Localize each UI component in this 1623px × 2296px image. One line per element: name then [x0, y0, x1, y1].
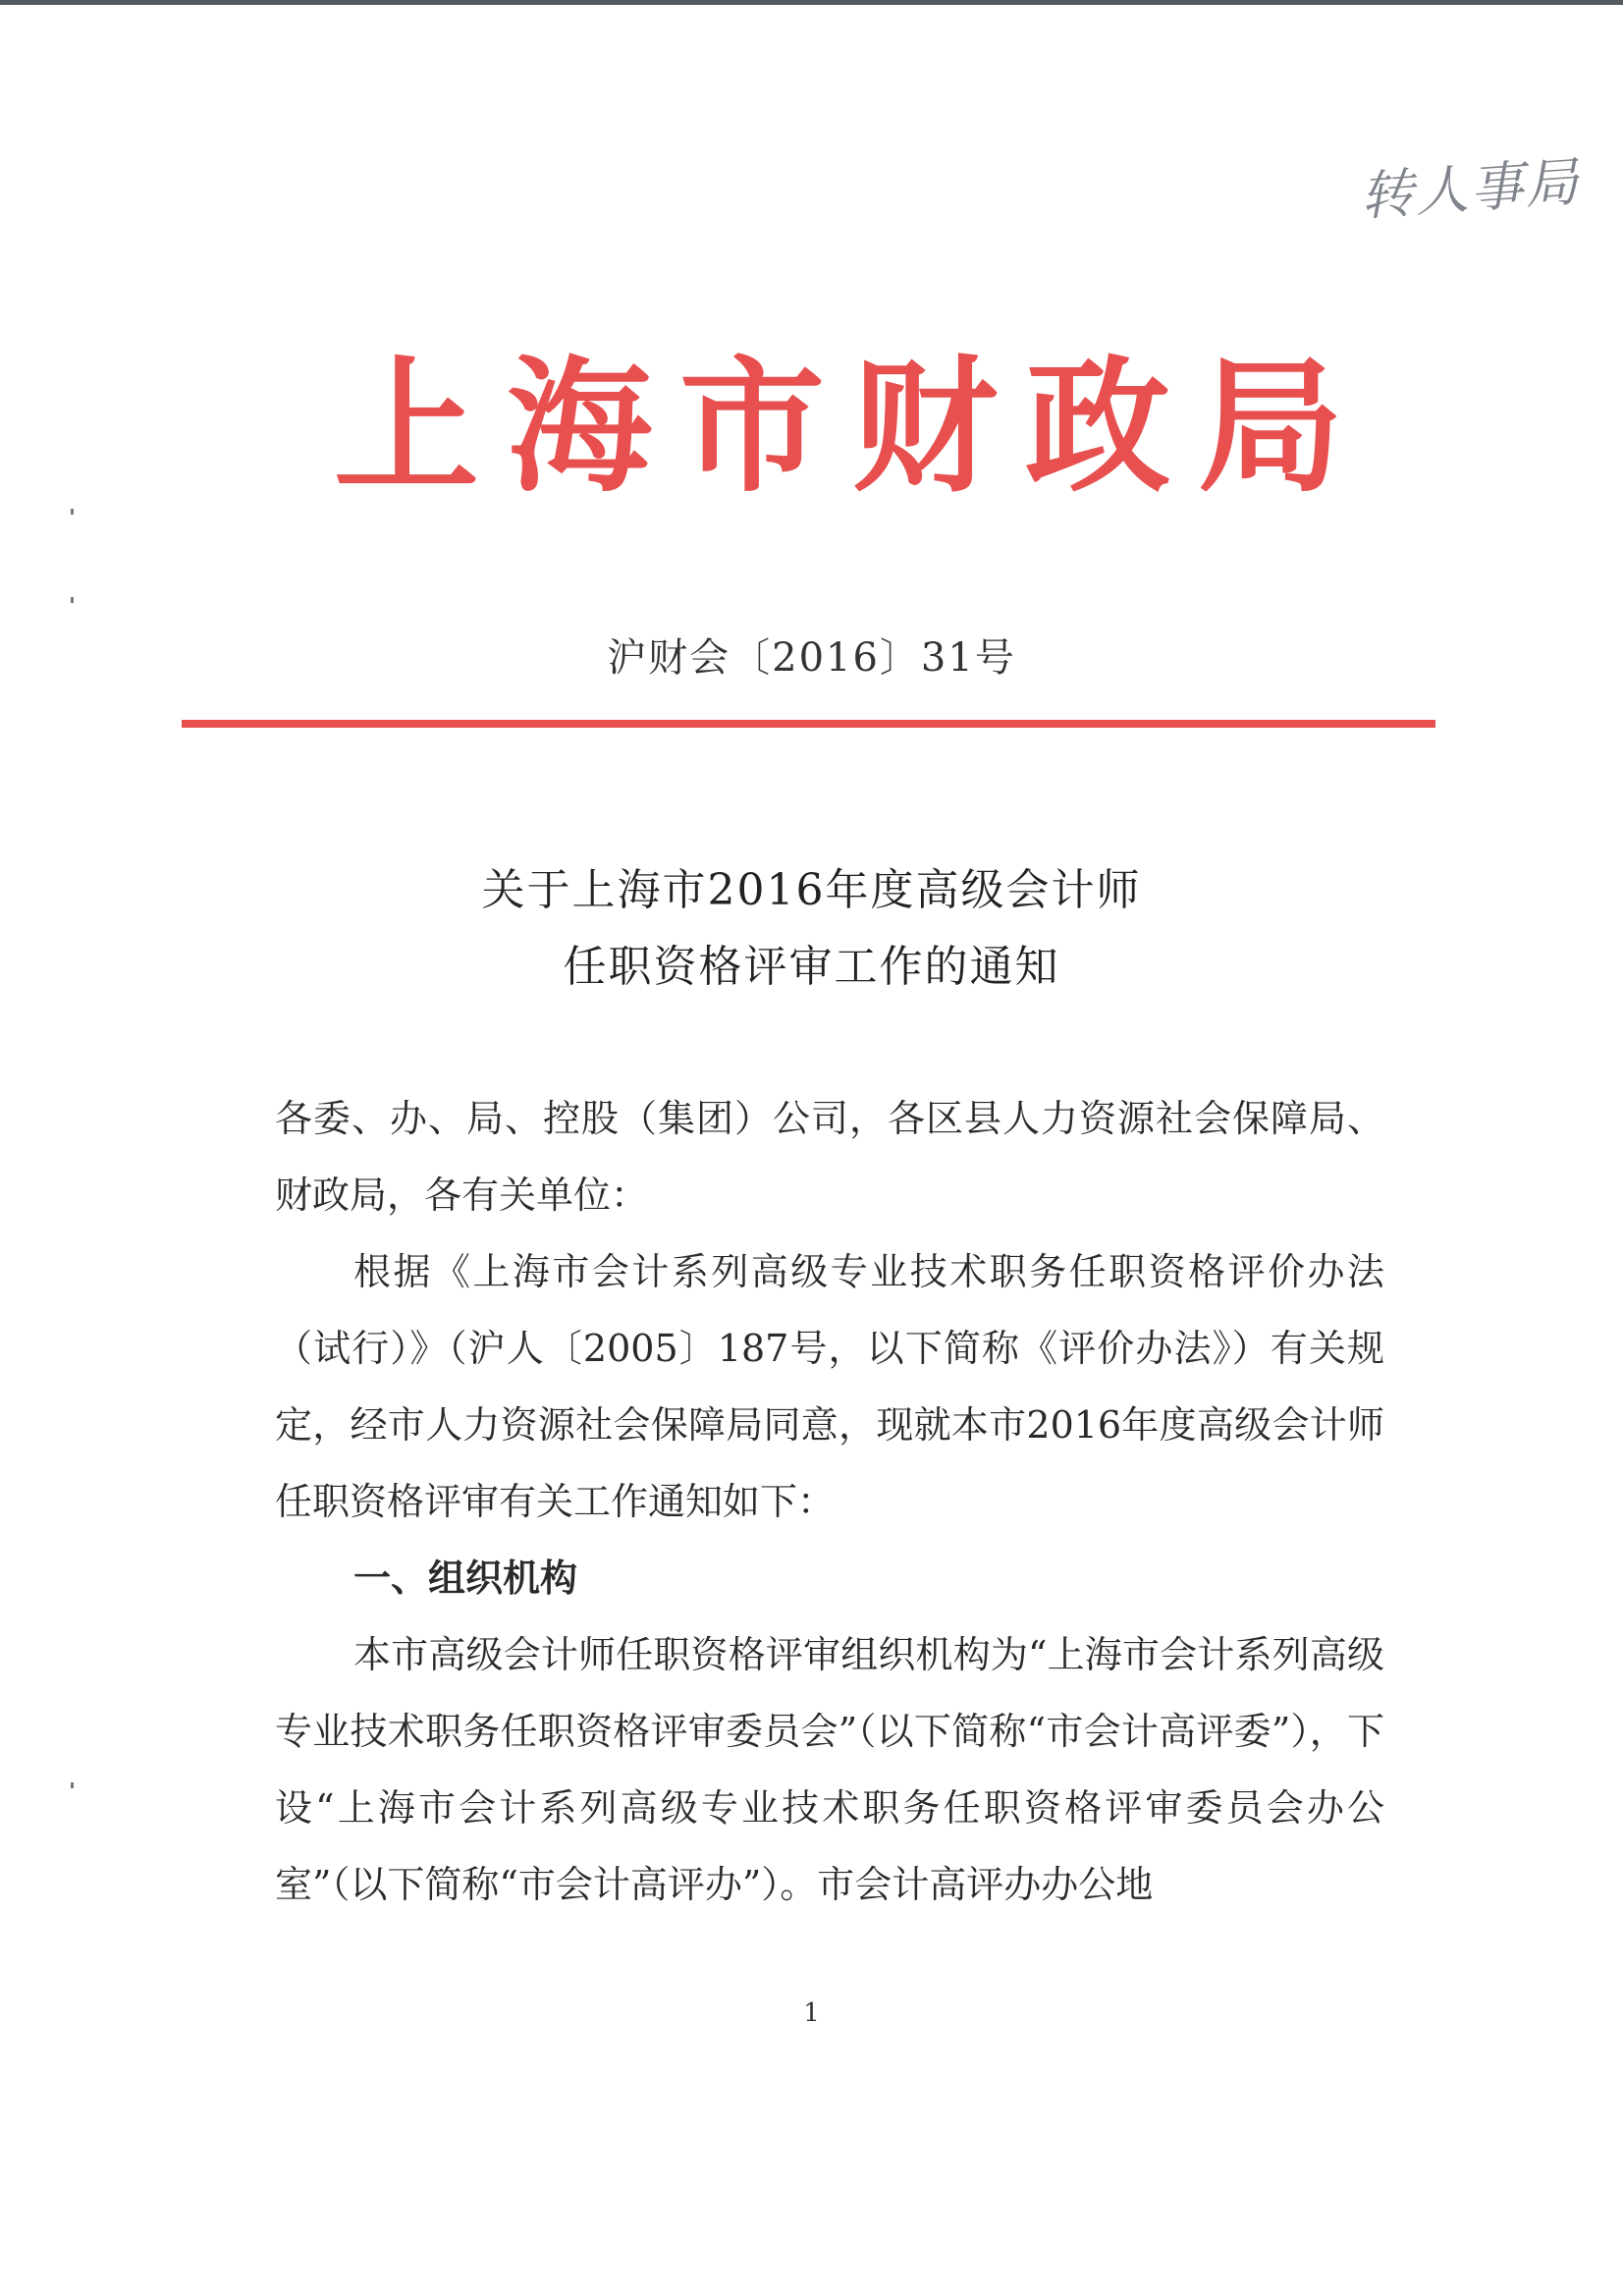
notice-title-line-2: 任职资格评审工作的通知: [563, 942, 1060, 992]
paragraph-2: 本市高级会计师任职资格评审组织机构为“上海市会计系列高级专业技术职务任职资格评审委员会”（以下简称“市会计高评委”），下设“上海市会计系列高级专业技术职务任职资格评审委员会办公室”（以下简称“市会计高评办”）。市会计高评办办公地: [275, 1633, 1384, 1906]
paragraph-1: 根据《上海市会计系列高级专业技术职务任职资格评价办法（试行）》（沪人〔2005〕187号，以下简称《评价办法》）有关规定，经市人力资源社会保障局同意，现就本市2016年度高级会计师任职资格评审有关工作通知如下：: [275, 1250, 1384, 1523]
red-divider-line: [182, 720, 1435, 728]
salutation: 各委、办、局、控股（集团）公司，各区县人力资源社会保障局、财政局，各有关单位：: [275, 1097, 1384, 1217]
scan-top-edge: [0, 0, 1623, 5]
page-number: 1: [803, 1998, 820, 2028]
scan-speck: [71, 1782, 74, 1788]
body-text: [275, 1080, 1384, 1923]
section-1-heading: 一、组织机构: [353, 1557, 578, 1600]
notice-title-line-1: 关于上海市2016年度高级会计师: [481, 865, 1142, 915]
handwritten-annotation: 转人事局: [1358, 150, 1583, 228]
scan-speck: [71, 509, 74, 515]
masthead-title: 上海市财政局: [334, 341, 1371, 512]
scan-speck: [71, 597, 74, 603]
document-number: 沪财会〔2016〕31号: [607, 635, 1016, 681]
